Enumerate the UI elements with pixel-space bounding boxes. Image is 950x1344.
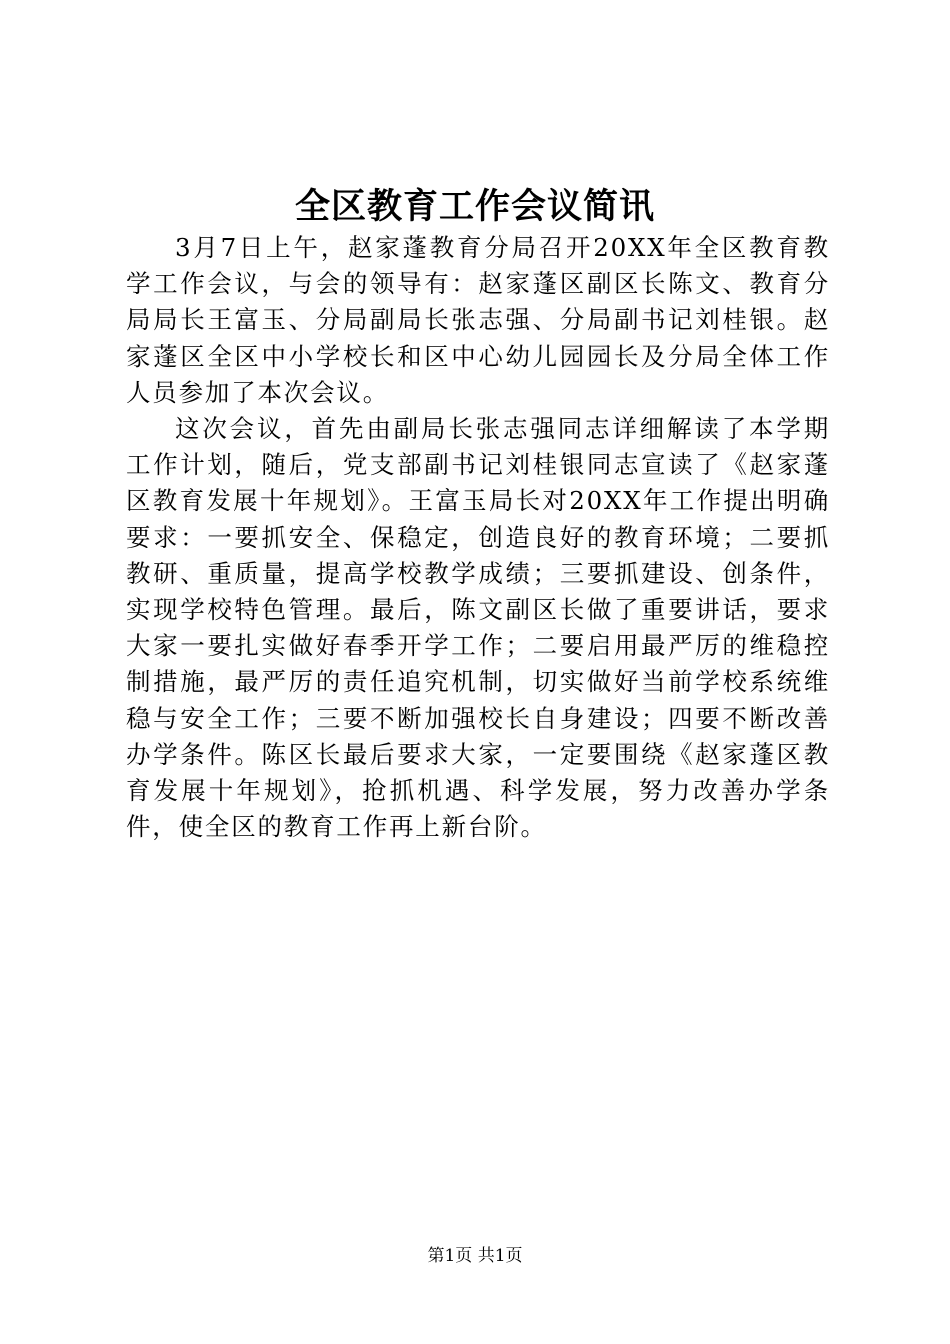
document-title: 全区教育工作会议简讯 [294, 186, 655, 227]
document-body [126, 230, 830, 845]
paragraph-meeting-intro: 3月7日上午，赵家蓬教育分局召开20XX年全区教育教学工作会议，与会的领导有：赵家蓬区副区长陈文、教育分局局长王富玉、分局副局长张志强、分局副书记刘桂银。赵家蓬区全区中小学校长和区中心幼儿园园长及分局全体工作人员参加了本次会议。 [126, 233, 830, 407]
page-number-footer: 第1页 共1页 [427, 1246, 523, 1266]
paragraph-meeting-content: 这次会议，首先由副局长张志强同志详细解读了本学期工作计划，随后，党支部副书记刘桂银同志宣读了《赵家蓬区教育发展十年规划》。王富玉局长对20XX年工作提出明确要求：一要抓安全、保稳定，创造良好的教育环境；二要抓教研、重质量，提高学校教学成绩；三要抓建设、创条件，实现学校特色管理。最后，陈文副区长做了重要讲话，要求大家一要扎实做好春季开学工作；二要启用最严厉的维稳控制措施，最严厉的责任追究机制，切实做好当前学校系统维稳与安全工作；三要不断加强校长自身建设；四要不断改善办学条件。陈区长最后要求大家，一定要围绕《赵家蓬区教育发展十年规划》，抢抓机遇、科学发展，努力改善办学条件，使全区的教育工作再上新台阶。 [126, 414, 830, 842]
